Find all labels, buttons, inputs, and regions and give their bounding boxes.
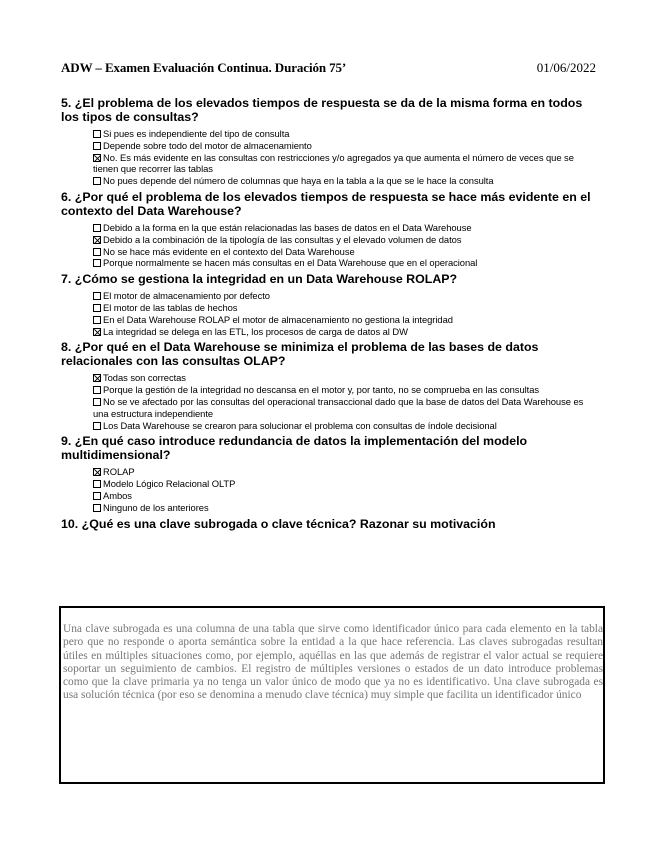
option-label: Ninguno de los anteriores <box>103 501 209 513</box>
checkbox[interactable] <box>93 304 101 312</box>
page-header <box>61 60 596 80</box>
question-8 <box>61 340 601 431</box>
checkbox[interactable] <box>93 292 101 300</box>
checkbox[interactable] <box>93 422 101 430</box>
option[interactable] <box>93 396 601 420</box>
option-label: Los Data Warehouse se crearon para solucionar el problema con consultas de índole decisional <box>103 419 497 431</box>
option[interactable] <box>93 326 601 338</box>
question-title: 10. ¿Qué es una clave subrogada o clave técnica? Razonar su motivación <box>61 516 496 531</box>
option-label: El motor de almacenamiento por defecto <box>103 290 270 302</box>
option-label: Porque normalmente se hacen más consultas en el Data Warehouse que en el operacional <box>103 257 478 269</box>
option[interactable] <box>93 222 601 234</box>
checkbox[interactable] <box>93 316 101 324</box>
option[interactable] <box>93 175 601 187</box>
checkbox[interactable] <box>93 154 101 162</box>
option-label: Debido a la combinación de la tipología de las consultas y el elevado volumen de datos <box>103 233 462 245</box>
checkbox[interactable] <box>93 328 101 336</box>
option[interactable] <box>93 128 601 140</box>
answer-text[interactable]: Una clave subrogada es una columna de una tabla que sirve como identificador único para cada elemento en la tabla pero que no responde o aporta semántica sobre la entidad a la que hace referencia. Las claves subrogadas resultan útiles en múltiples situaciones como, por ejemplo, aquéllas en las que además de registrar el valor actual se requiere soportar un seguimiento de cambios. El registro de múltiples versiones o estados de un dato introduce problemas como que la clave primaria ya no tenga un valor único de modo que ya no es identificativo. Una clave subrogada es usa solución técnica (por eso se denomina a menudo clave técnica) muy simple que facilita un identificador único <box>63 623 603 702</box>
option[interactable] <box>93 234 601 246</box>
option-label: No. Es más evidente en las consultas con restricciones y/o agregados ya que aumenta el número de veces que se tienen que recorrer las tablas <box>93 151 574 175</box>
option[interactable] <box>93 420 601 432</box>
question-6 <box>61 190 601 269</box>
checkbox[interactable] <box>93 398 101 406</box>
option-list <box>93 222 601 269</box>
option-label: Ambos <box>103 489 132 501</box>
checkbox[interactable] <box>93 386 101 394</box>
answer-textbox[interactable] <box>59 606 605 784</box>
option[interactable] <box>93 478 601 490</box>
checkbox[interactable] <box>93 480 101 488</box>
exam-title: ADW – Examen Evaluación Continua. Duración 75’ <box>61 60 347 75</box>
question-title: 7. ¿Cómo se gestiona la integridad en un Data Warehouse ROLAP? <box>61 272 458 287</box>
checkbox[interactable] <box>93 259 101 267</box>
option-label: En el Data Warehouse ROLAP el motor de almacenamiento no gestiona la integridad <box>103 313 453 325</box>
option-label: Si pues es independiente del tipo de consulta <box>103 128 290 139</box>
option-label: Porque la gestión de la integridad no descansa en el motor y, por tanto, no se comprueba en las consultas <box>103 384 539 396</box>
option-list <box>93 372 601 431</box>
checkbox[interactable] <box>93 130 101 138</box>
option-list <box>93 466 601 513</box>
option[interactable] <box>93 384 601 396</box>
exam-date: 01/06/2022 <box>536 60 596 75</box>
option[interactable] <box>93 290 601 302</box>
option-list <box>93 128 601 187</box>
option[interactable] <box>93 372 601 384</box>
question-title: 6. ¿Por qué el problema de los elevados tiempos de respuesta se hace más evidente en el contexto del Data Warehouse? <box>61 189 591 218</box>
option[interactable] <box>93 246 601 258</box>
option-label: No pues depende del número de columnas que haya en la tabla a la que se le hace la consulta <box>103 175 494 187</box>
option-label: No se hace más evidente en el contexto del Data Warehouse <box>103 245 355 257</box>
option-label: Modelo Lógico Relacional OLTP <box>103 478 236 490</box>
question-title: 5. ¿El problema de los elevados tiempos de respuesta se da de la misma forma en todos los tipos de consultas? <box>61 96 583 124</box>
checkbox[interactable] <box>93 236 101 244</box>
option[interactable] <box>93 152 601 176</box>
question-title: 9. ¿En qué caso introduce redundancia de datos la implementación del modelo multidimensional? <box>61 434 528 463</box>
checkbox[interactable] <box>93 224 101 232</box>
question-9 <box>61 434 601 513</box>
checkbox[interactable] <box>93 142 101 150</box>
question-title: 8. ¿Por qué en el Data Warehouse se minimiza el problema de las bases de datos relacionales con las consultas OLAP? <box>61 340 539 369</box>
question-7 <box>61 272 601 337</box>
option-label: Debido a la forma en la que están relacionadas las bases de datos en el Data Warehouse <box>103 221 472 233</box>
checkbox[interactable] <box>93 374 101 382</box>
option[interactable] <box>93 140 601 152</box>
option-label: La integridad se delega en las ETL, los procesos de carga de datos al DW <box>103 325 408 337</box>
option-label: Todas son correctas <box>103 372 186 384</box>
checkbox[interactable] <box>93 177 101 185</box>
option[interactable] <box>93 302 601 314</box>
option-label: ROLAP <box>103 466 135 478</box>
checkbox[interactable] <box>93 468 101 476</box>
option[interactable] <box>93 490 601 502</box>
questions-container <box>61 96 601 535</box>
checkbox[interactable] <box>93 504 101 512</box>
option[interactable] <box>93 257 601 269</box>
question-10 <box>61 517 601 531</box>
option-label: Depende sobre todo del motor de almacenamiento <box>103 139 312 151</box>
option[interactable] <box>93 466 601 478</box>
question-5 <box>61 96 601 187</box>
option[interactable] <box>93 502 601 514</box>
option-label: El motor de las tablas de hechos <box>103 301 238 313</box>
option-list <box>93 290 601 337</box>
checkbox[interactable] <box>93 248 101 256</box>
checkbox[interactable] <box>93 492 101 500</box>
option-label: No se ve afectado por las consultas del operacional transaccional dado que la base de datos del Data Warehouse es una estructura independiente <box>93 395 584 419</box>
option[interactable] <box>93 314 601 326</box>
